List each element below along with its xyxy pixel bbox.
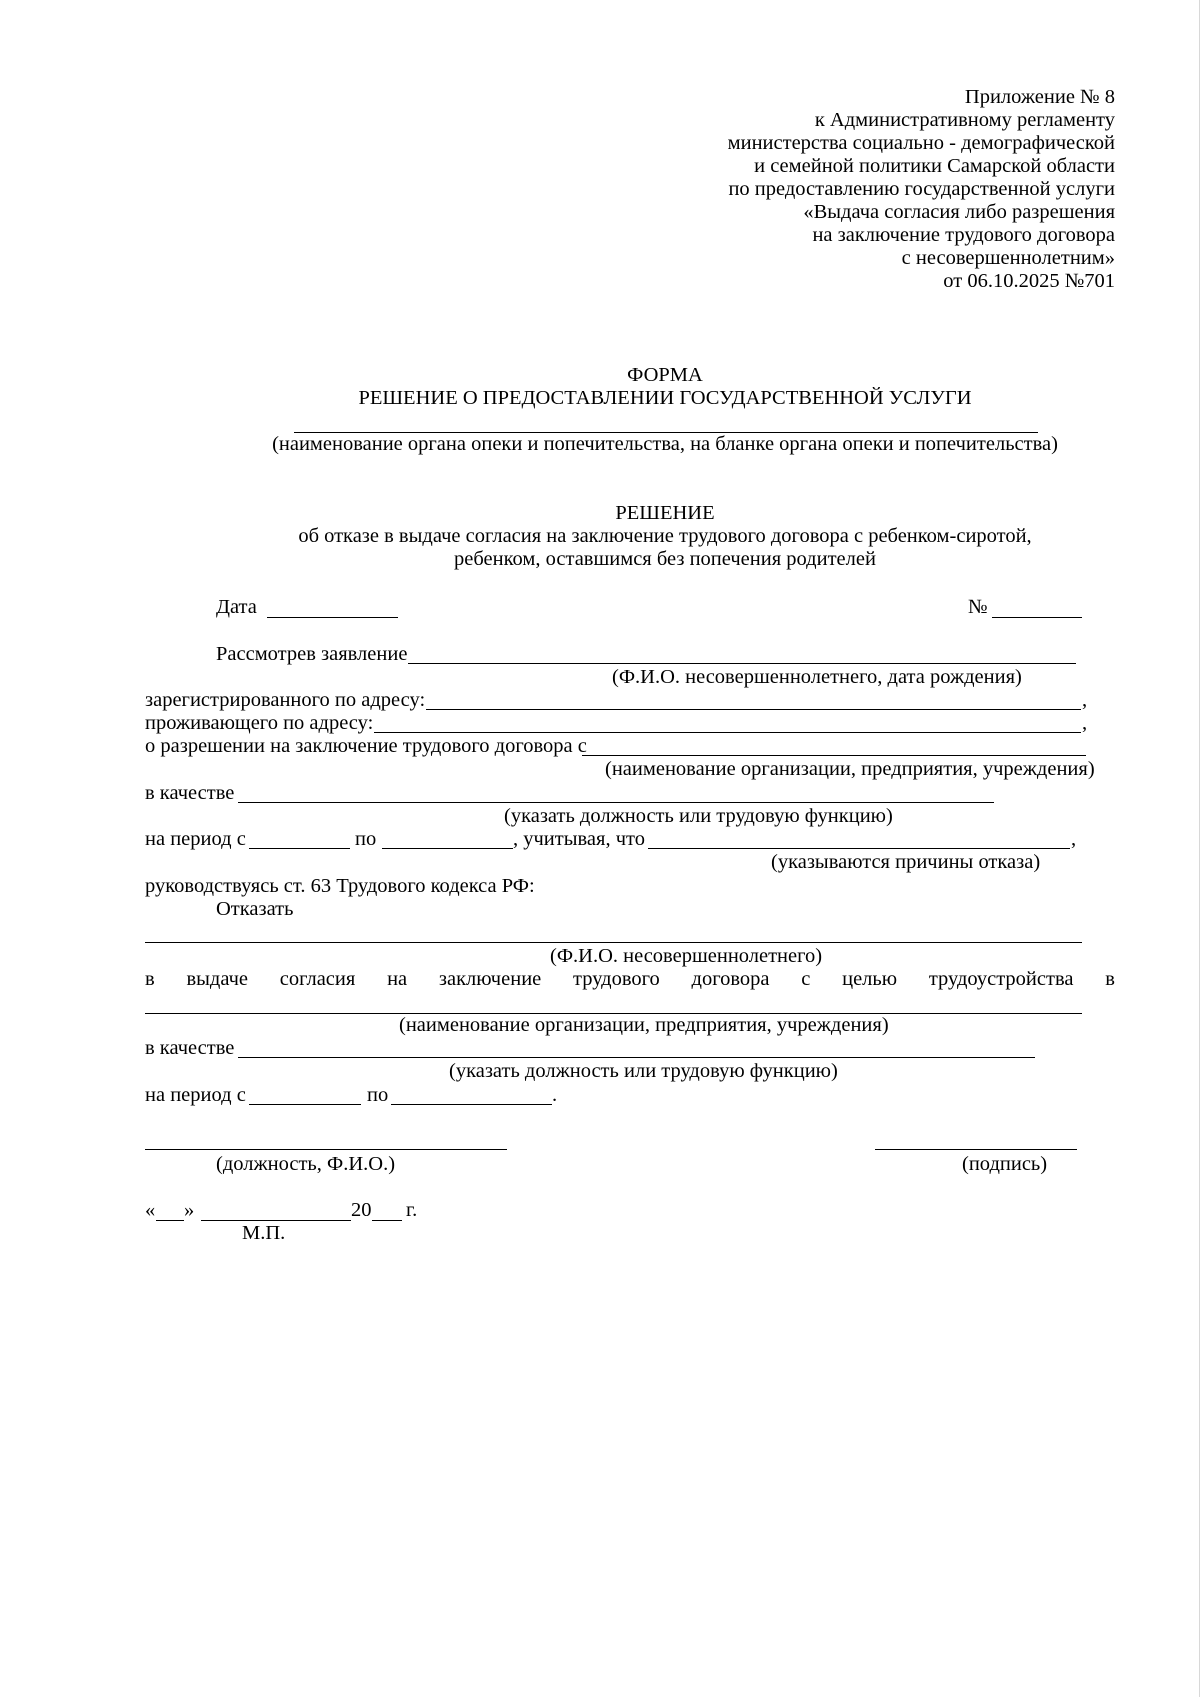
header-line: Приложение № 8 xyxy=(964,86,1115,108)
considering-label: , учитывая, что xyxy=(513,828,645,850)
year-suffix: г. xyxy=(406,1199,418,1221)
minor-fio-field[interactable] xyxy=(145,942,1082,943)
consent-sentence xyxy=(145,968,1115,991)
position-fio-hint: (должность, Ф.И.О.) xyxy=(216,1153,396,1175)
position-field[interactable] xyxy=(238,1057,1035,1058)
consent-word: трудового xyxy=(573,968,660,990)
consent-word: целью xyxy=(842,968,898,990)
year-prefix: 20 xyxy=(351,1199,372,1221)
consent-word: в xyxy=(145,968,155,990)
considered-label: Рассмотрев заявление xyxy=(216,643,408,665)
as-label: в качестве xyxy=(145,782,235,804)
period-to-label: по xyxy=(367,1084,389,1106)
fio-dob-hint: (Ф.И.О. несовершеннолетнего, дата рождения) xyxy=(612,666,1022,688)
decision-title: РЕШЕНИЕ xyxy=(615,502,715,524)
permission-label: о разрешении на заключение трудового договора с xyxy=(145,735,587,757)
header-line: и семейной политики Самарской области xyxy=(754,155,1115,177)
date-open-quote: « xyxy=(145,1199,156,1221)
period-to-field[interactable] xyxy=(382,848,513,849)
date-field[interactable] xyxy=(267,617,398,618)
fio-hint: (Ф.И.О. несовершеннолетнего) xyxy=(550,945,823,967)
consent-word: трудоустройства xyxy=(928,968,1074,990)
month-field[interactable] xyxy=(201,1220,351,1221)
consent-word: на xyxy=(387,968,408,990)
header-line: от 06.10.2025 №701 xyxy=(943,270,1115,292)
comma: , xyxy=(1082,689,1088,711)
organ-hint: (наименование органа опеки и попечительства, на бланке органа опеки и попечительства) xyxy=(272,433,1058,455)
consent-word: согласия xyxy=(279,968,356,990)
signature-field[interactable] xyxy=(875,1149,1077,1150)
guided-label: руководствуясь ст. 63 Трудового кодекса РФ: xyxy=(145,875,535,897)
decision-subtitle: ребенком, оставшимся без попечения родителей xyxy=(454,548,876,570)
reasons-hint: (указываются причины отказа) xyxy=(771,851,1041,873)
signature-hint: (подпись) xyxy=(962,1153,1048,1175)
decision-subtitle: об отказе в выдаче согласия на заключение трудового договора с ребенком-сиротой, xyxy=(298,525,1032,547)
period-from-label: на период с xyxy=(145,1084,246,1106)
consent-word: с xyxy=(801,968,811,990)
period-from-label: на период с xyxy=(145,828,246,850)
position-hint: (указать должность или трудовую функцию) xyxy=(504,805,893,827)
header-line: к Административному регламенту xyxy=(814,109,1115,131)
applicant-field[interactable] xyxy=(408,663,1076,664)
period-end: . xyxy=(552,1084,558,1106)
day-field[interactable] xyxy=(156,1220,184,1221)
refuse-label: Отказать xyxy=(216,898,294,920)
official-position-field[interactable] xyxy=(145,1149,507,1150)
period-to-field[interactable] xyxy=(391,1104,552,1105)
form-subtitle: РЕШЕНИЕ О ПРЕДОСТАВЛЕНИИ ГОСУДАРСТВЕННОЙ УСЛУГИ xyxy=(358,387,972,409)
header-line: на заключение трудового договора xyxy=(812,224,1115,246)
employer-field[interactable] xyxy=(582,755,1086,756)
consent-word: заключение xyxy=(438,968,542,990)
comma: , xyxy=(1071,828,1077,850)
registered-label: зарегистрированного по адресу: xyxy=(145,689,426,711)
header-line: «Выдача согласия либо разрешения xyxy=(803,201,1115,223)
header-line: по предоставлению государственной услуги xyxy=(728,178,1115,200)
header-line: министерства социально - демографической xyxy=(727,132,1115,154)
residing-address-field[interactable] xyxy=(374,732,1081,733)
consent-word: выдаче xyxy=(186,968,249,990)
org-hint: (наименование организации, предприятия, учреждения) xyxy=(605,758,1095,780)
consent-word: в xyxy=(1105,968,1115,990)
comma: , xyxy=(1082,712,1088,734)
period-from-field[interactable] xyxy=(249,848,350,849)
as-label: в качестве xyxy=(145,1037,235,1059)
period-to-label: по xyxy=(355,828,377,850)
seal-label: М.П. xyxy=(242,1222,286,1244)
org-hint: (наименование организации, предприятия, учреждения) xyxy=(399,1014,889,1036)
number-field[interactable] xyxy=(992,617,1082,618)
consent-word: договора xyxy=(691,968,770,990)
position-hint: (указать должность или трудовую функцию) xyxy=(449,1060,838,1082)
form-title: ФОРМА xyxy=(627,364,703,386)
registered-address-field[interactable] xyxy=(426,709,1081,710)
reasons-field[interactable] xyxy=(648,848,1070,849)
date-label: Дата xyxy=(216,596,257,618)
period-from-field[interactable] xyxy=(249,1104,361,1105)
header-line: с несовершеннолетним» xyxy=(901,247,1115,269)
residing-label: проживающего по адресу: xyxy=(145,712,374,734)
position-field[interactable] xyxy=(238,802,994,803)
date-close-quote: » xyxy=(184,1199,195,1221)
year-field[interactable] xyxy=(372,1220,402,1221)
number-label: № xyxy=(968,596,988,618)
